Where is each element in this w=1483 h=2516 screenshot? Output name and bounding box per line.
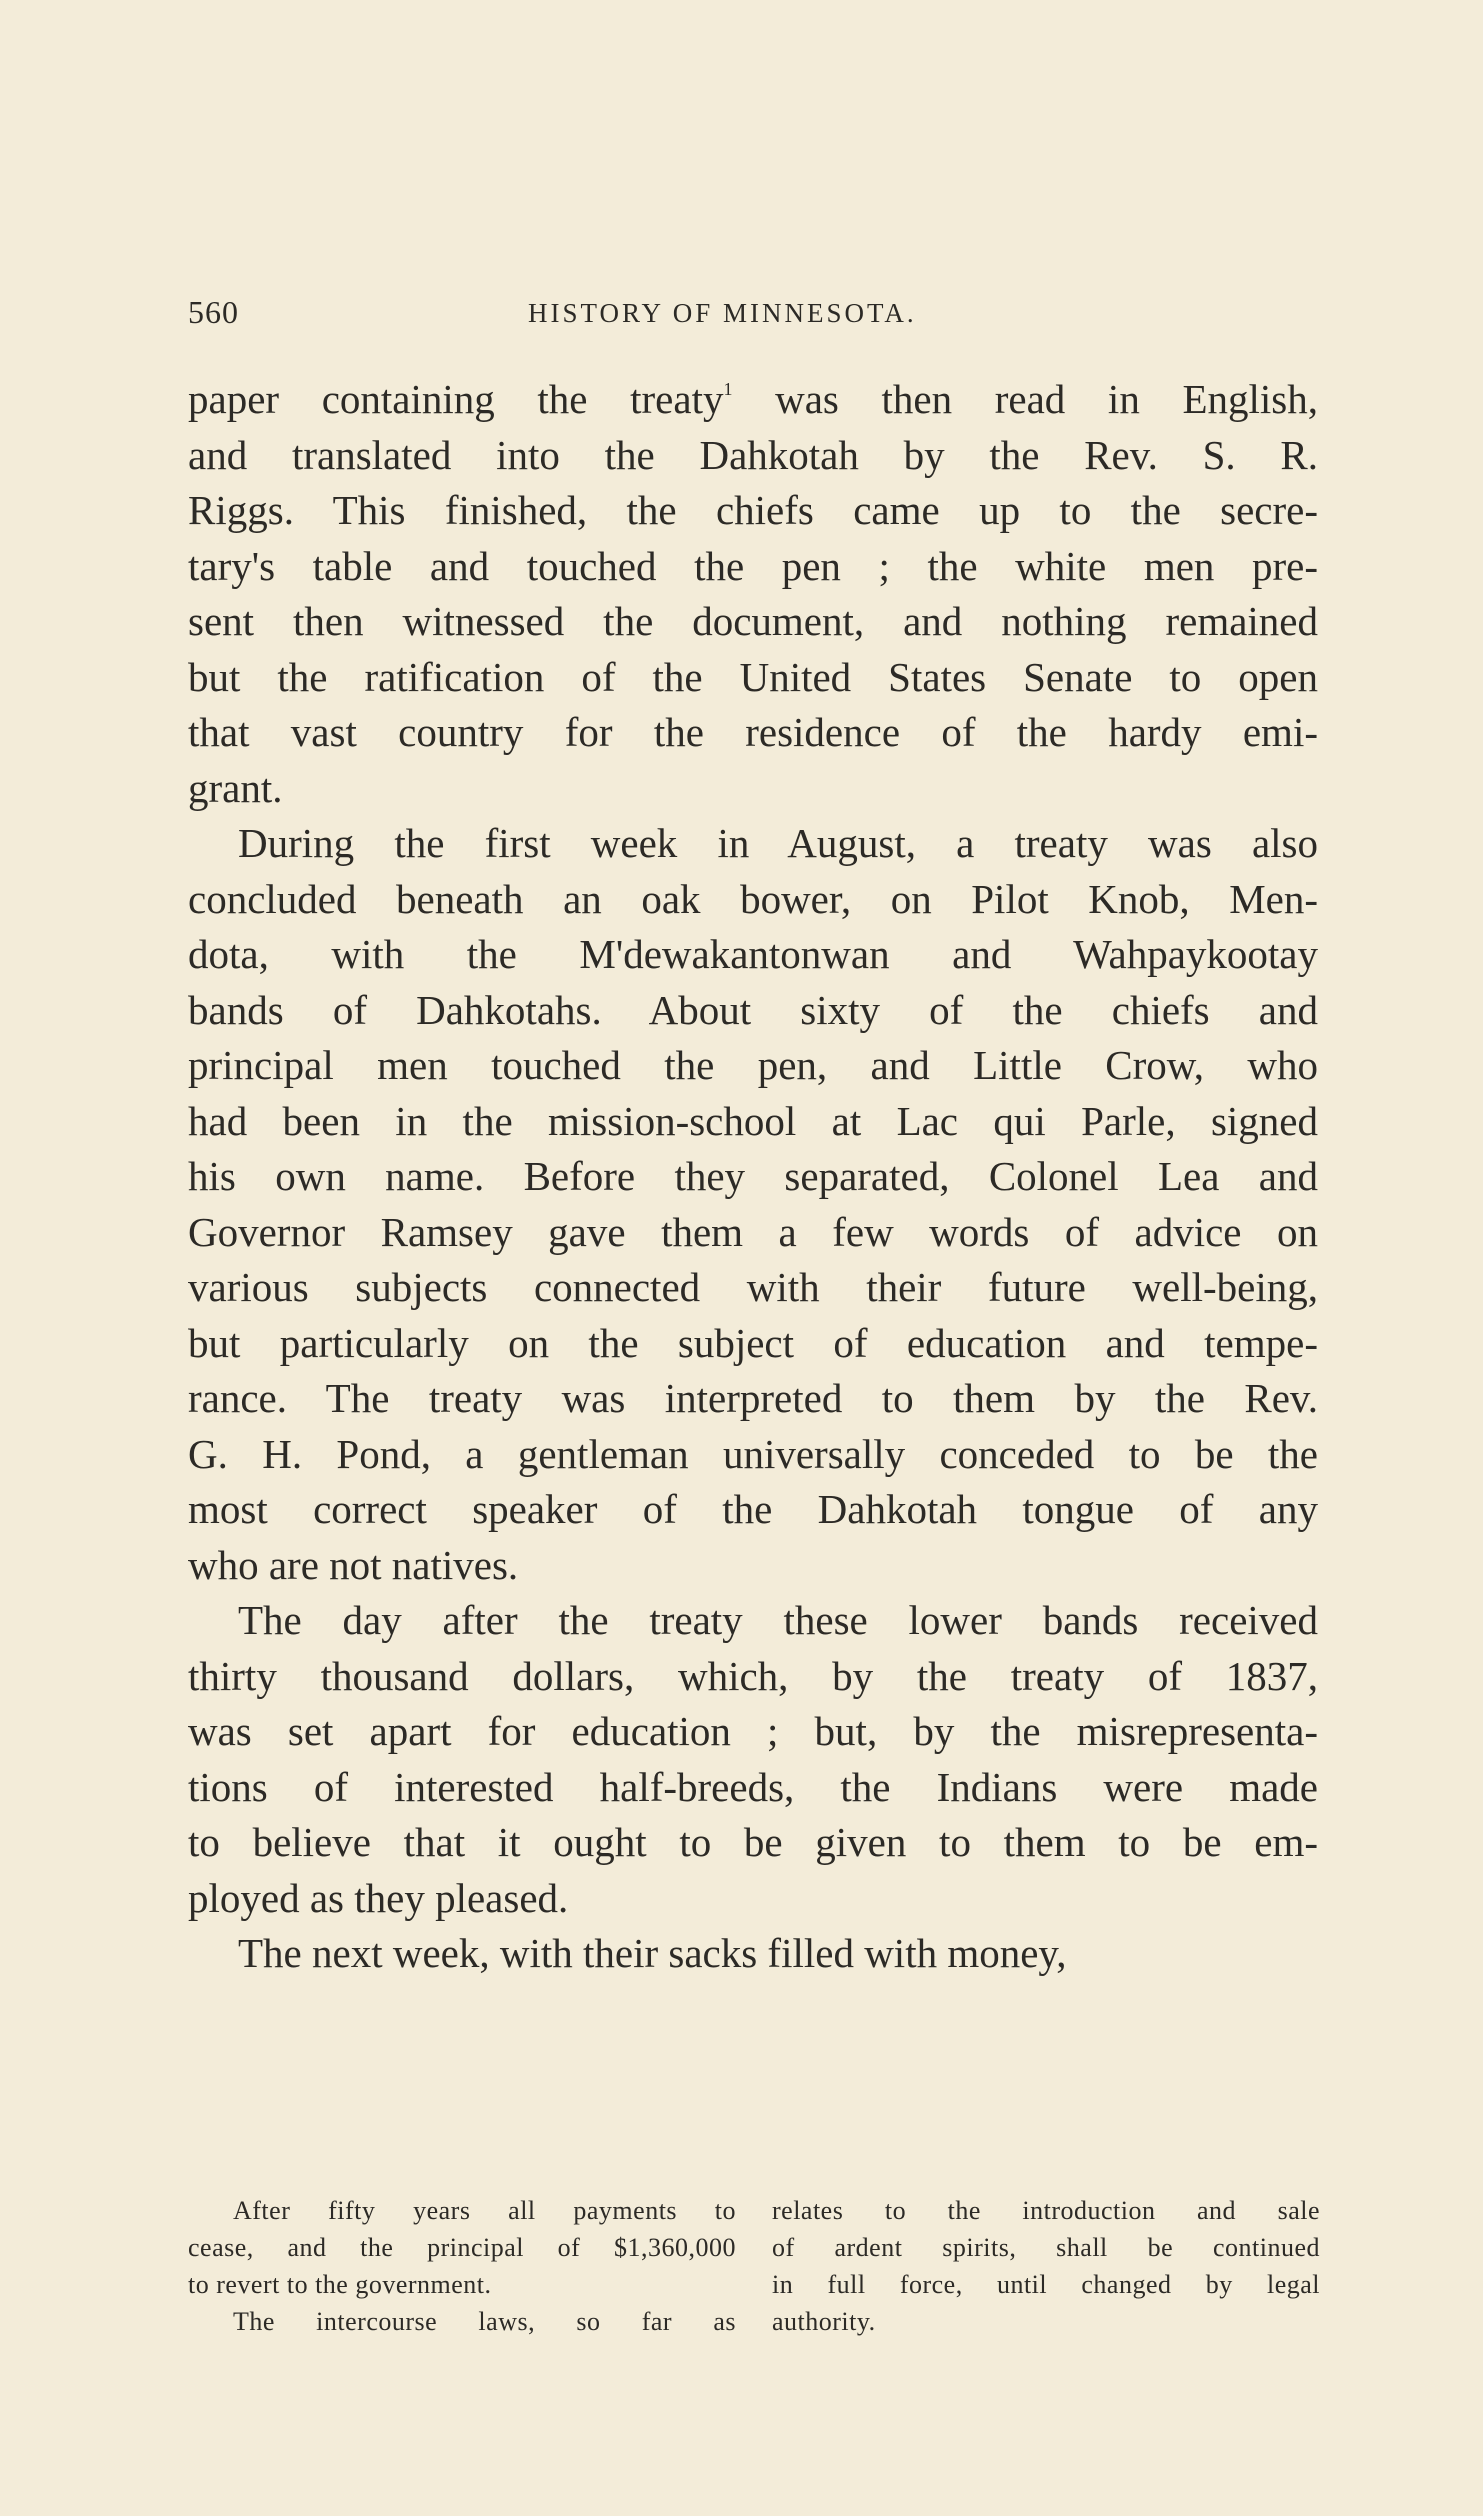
running-head bbox=[188, 294, 1318, 334]
footnote-line: to revert to the government. bbox=[188, 2270, 492, 2299]
text-line: The day after the treaty these lower bands received bbox=[238, 1597, 1318, 1643]
text-line: who are not natives. bbox=[188, 1541, 519, 1588]
text-line bbox=[188, 372, 1318, 428]
footnote-line: of ardent spirits, shall be continued bbox=[772, 2233, 1320, 2262]
text-line: The next week, with their sacks filled with money, bbox=[238, 1930, 1067, 1976]
text-line: grant. bbox=[188, 764, 283, 811]
text-line: dota, with the M'dewakantonwan and Wahpaykootay bbox=[188, 931, 1318, 977]
footnote-line: relates to the introduction and sale bbox=[772, 2196, 1320, 2225]
text-line: concluded beneath an oak bower, on Pilot Knob, Men- bbox=[188, 875, 1318, 922]
text-line: sent then witnessed the document, and nothing remained bbox=[188, 598, 1318, 644]
footnote-line: After fifty years all payments to bbox=[233, 2196, 736, 2225]
text-line: various subjects connected with their future well-being, bbox=[188, 1264, 1318, 1310]
text-line: rance. The treaty was interpreted to them by the Rev. bbox=[188, 1375, 1318, 1421]
footnote-line: The intercourse laws, so far as bbox=[233, 2307, 736, 2336]
footnote-column-left bbox=[188, 2192, 736, 2340]
text-line: G. H. Pond, a gentleman universally conceded to be the bbox=[188, 1430, 1318, 1477]
text-line: had been in the mission-school at Lac qui Parle, signed bbox=[188, 1097, 1318, 1144]
text-line: During the first week in August, a treaty was also bbox=[238, 820, 1318, 866]
text-line: Riggs. This finished, the chiefs came up to the secre- bbox=[188, 487, 1318, 533]
text-line: Governor Ramsey gave them a few words of advice on bbox=[188, 1208, 1318, 1255]
running-title: HISTORY OF MINNESOTA. bbox=[528, 298, 917, 328]
footnote-line: authority. bbox=[772, 2307, 876, 2336]
text-line: principal men touched the pen, and Little Crow, who bbox=[188, 1042, 1318, 1088]
text-line: most correct speaker of the Dahkotah tongue of any bbox=[188, 1486, 1318, 1532]
text-line: tions of interested half-breeds, the Indians were made bbox=[188, 1763, 1318, 1810]
text-line: but particularly on the subject of education and tempe- bbox=[188, 1319, 1318, 1366]
text-line: bands of Dahkotahs. About sixty of the chiefs and bbox=[188, 986, 1318, 1033]
text-line: to believe that it ought to be given to them to be em- bbox=[188, 1819, 1318, 1865]
text-line: that vast country for the residence of the hardy emi- bbox=[188, 709, 1318, 755]
footnote-line: in full force, until changed by legal bbox=[772, 2270, 1320, 2299]
text-line: but the ratification of the United States Senate to open bbox=[188, 653, 1318, 700]
text-line: was set apart for education ; but, by the misrepresenta- bbox=[188, 1708, 1318, 1754]
footnote-column-right bbox=[772, 2192, 1320, 2340]
text-line: ployed as they pleased. bbox=[188, 1874, 569, 1921]
text-line-content: paper containing the treaty bbox=[188, 376, 724, 422]
text-line: tary's table and touched the pen ; the white men pre- bbox=[188, 542, 1318, 589]
footnote-reference: 1 bbox=[723, 379, 733, 399]
text-line: thirty thousand dollars, which, by the treaty of 1837, bbox=[188, 1652, 1318, 1699]
text-line: and translated into the Dahkotah by the Rev. S. R. bbox=[188, 431, 1318, 478]
text-line-content: was then read in English, bbox=[732, 376, 1318, 422]
body-text bbox=[188, 372, 1318, 1982]
text-line: his own name. Before they separated, Colonel Lea and bbox=[188, 1153, 1318, 1199]
footnote-line: cease, and the principal of $1,360,000 bbox=[188, 2233, 736, 2262]
page-number: 560 bbox=[188, 294, 239, 330]
